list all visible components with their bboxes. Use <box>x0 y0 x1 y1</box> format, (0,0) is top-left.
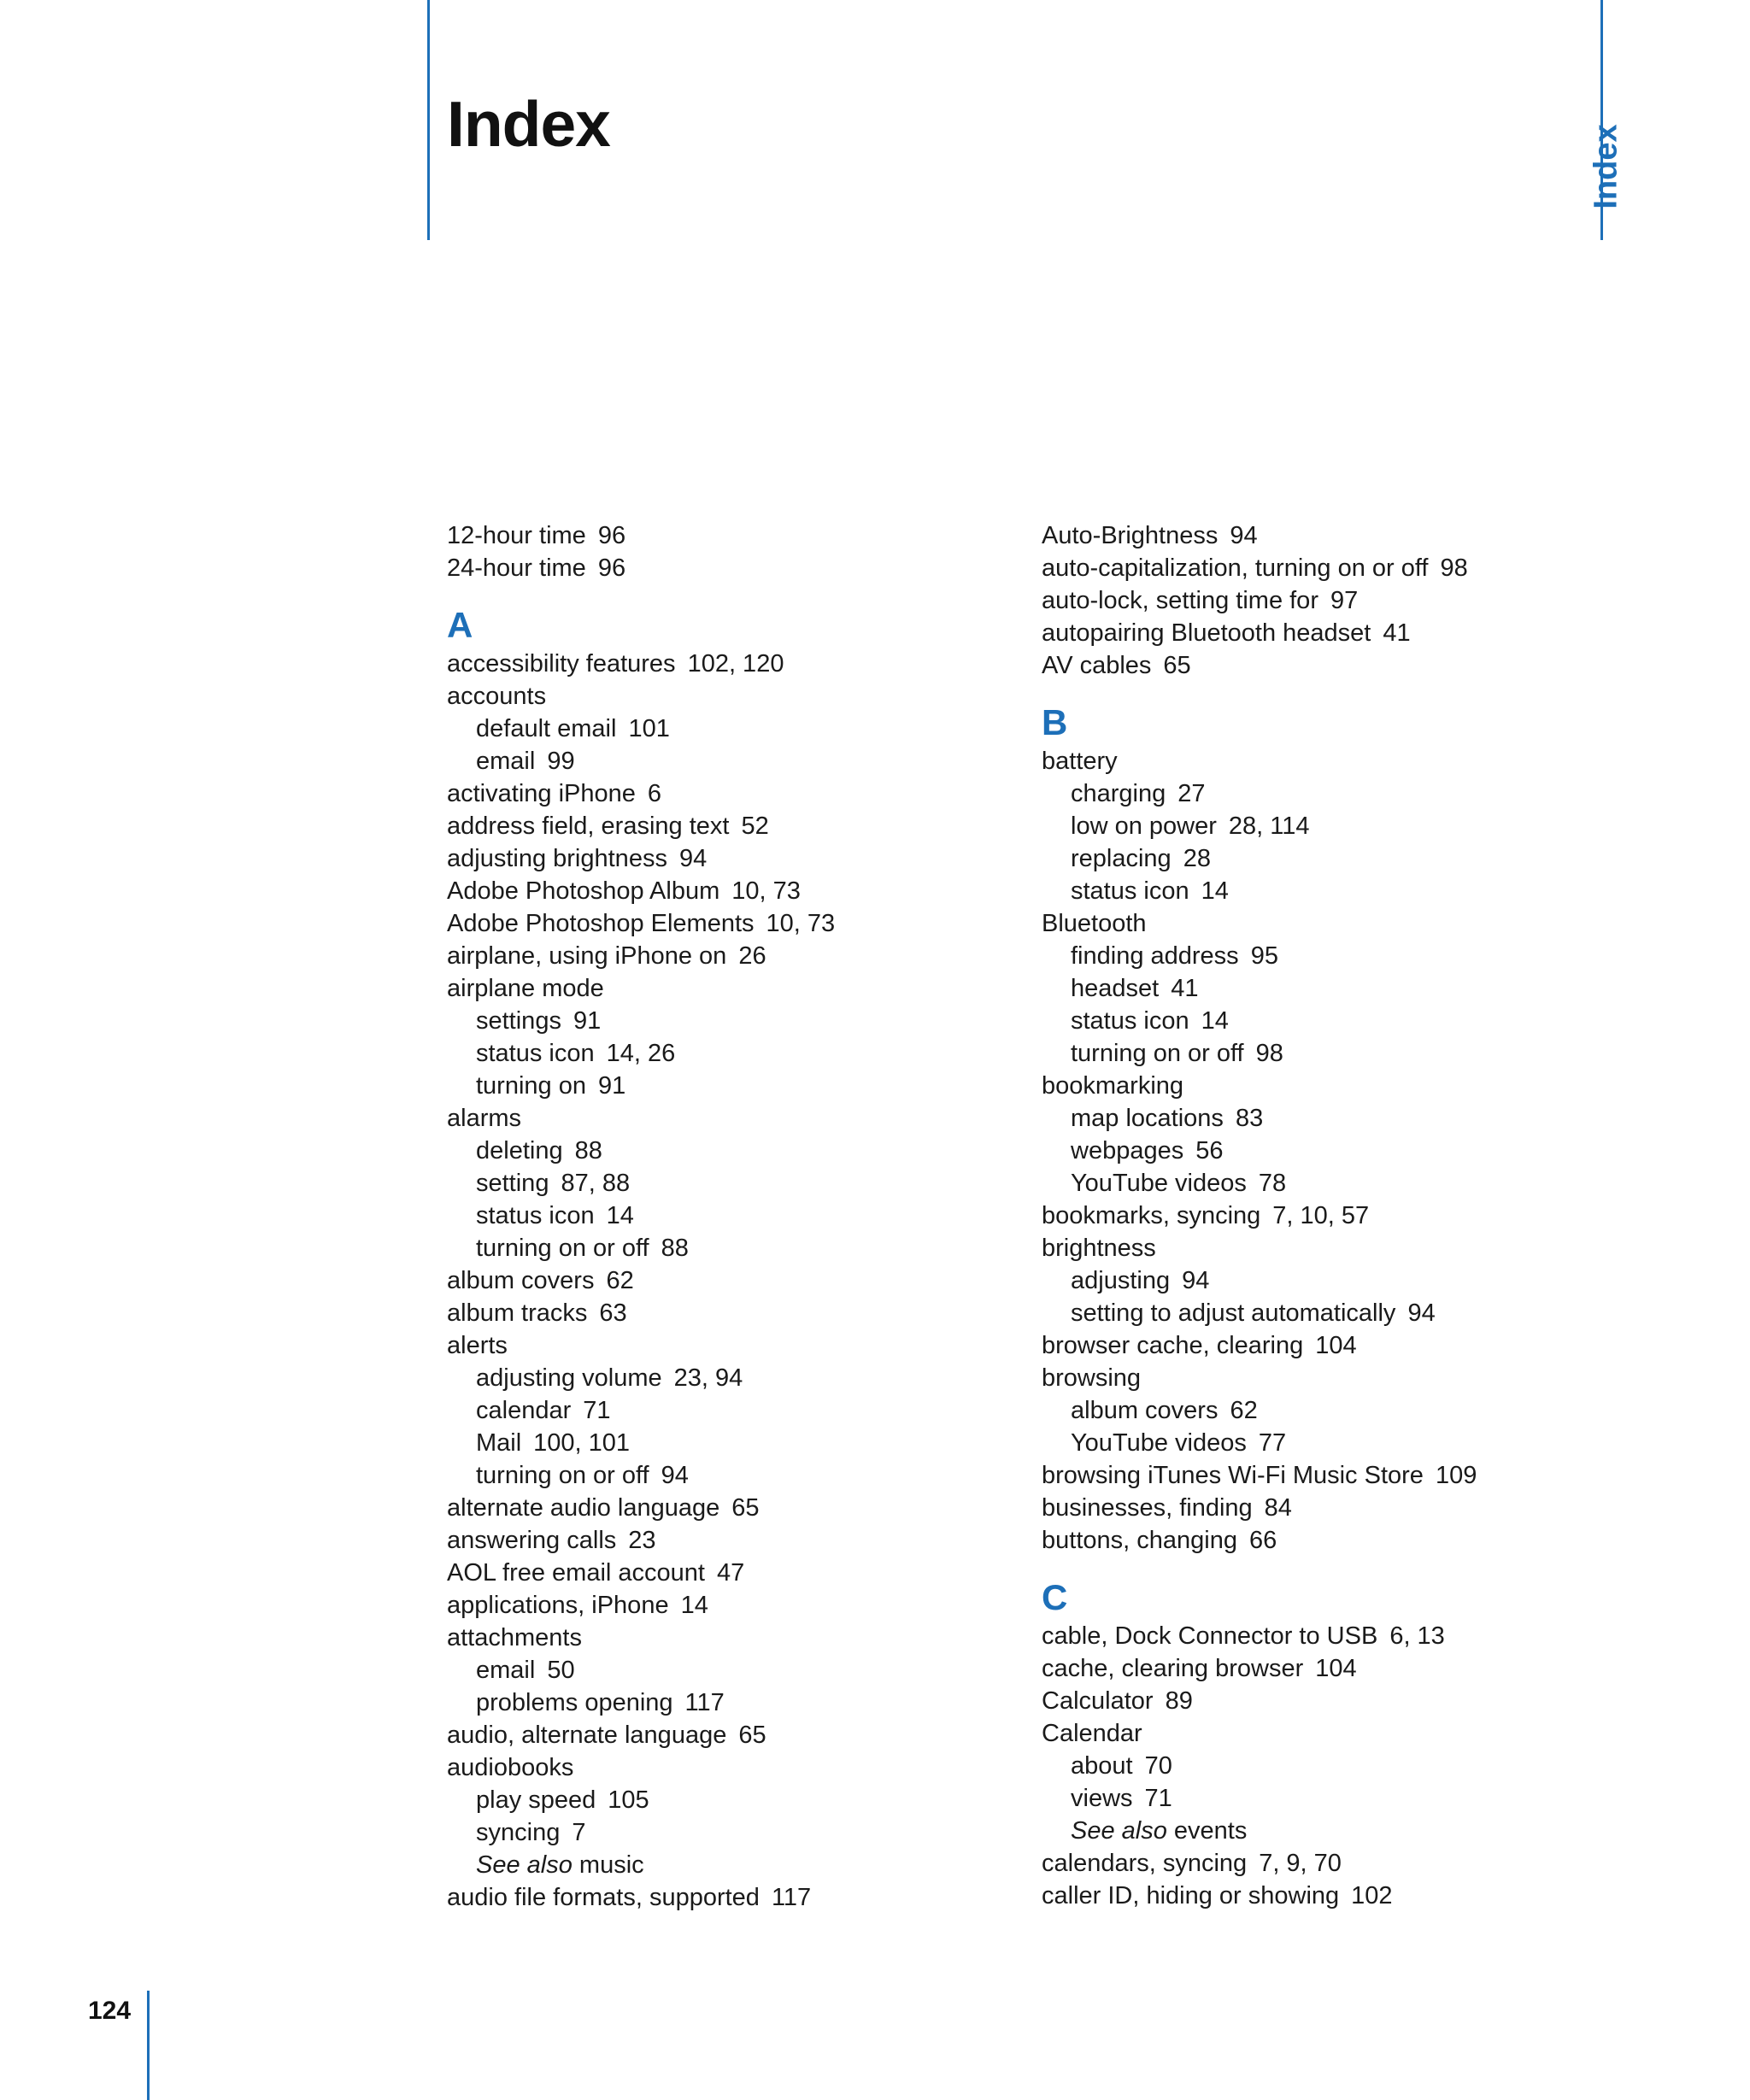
entry-pages: 6, 13 <box>1389 1622 1445 1650</box>
entry-term: browser cache, clearing <box>1042 1332 1304 1359</box>
index-entry <box>447 1492 1011 1524</box>
entry-term: charging <box>1071 780 1166 807</box>
entry-pages: 10, 73 <box>731 877 801 905</box>
entry-term: calendar <box>476 1397 572 1424</box>
entry-term: Bluetooth <box>1042 910 1147 937</box>
entry-term: map locations <box>1071 1105 1224 1132</box>
index-entry <box>447 519 1011 552</box>
entry-pages: 78 <box>1258 1170 1287 1197</box>
entry-pages: 94 <box>678 845 708 872</box>
entry-term: turning on or off <box>476 1462 649 1489</box>
index-entry <box>447 1524 1011 1557</box>
entry-pages: 96 <box>597 522 626 549</box>
entry-pages: 14 <box>1201 1007 1229 1035</box>
entry-pages: 66 <box>1248 1527 1277 1554</box>
entry-term: calendars, syncing <box>1042 1850 1248 1877</box>
index-entry <box>1042 1524 1606 1557</box>
entry-term: low on power <box>1071 812 1217 840</box>
entry-term: Calculator <box>1042 1687 1154 1715</box>
entry-pages: 83 <box>1235 1105 1264 1132</box>
index-entry <box>1042 1492 1606 1524</box>
entry-pages: 62 <box>606 1267 634 1294</box>
entry-pages: 71 <box>583 1397 611 1424</box>
entry-pages: 98 <box>1440 554 1468 582</box>
index-subentry <box>447 1427 1011 1459</box>
index-entry <box>447 875 1011 907</box>
entry-pages: 7, 9, 70 <box>1259 1850 1342 1877</box>
entry-pages: 117 <box>684 1689 725 1716</box>
entry-pages: 56 <box>1195 1137 1224 1164</box>
index-entry <box>447 810 1011 842</box>
index-column-right <box>1042 519 1606 1912</box>
entry-term: browsing <box>1042 1364 1142 1392</box>
entry-pages: 94 <box>661 1462 689 1489</box>
entry-term: airplane mode <box>447 975 604 1002</box>
index-entry <box>447 940 1011 972</box>
index-entry <box>447 1297 1011 1329</box>
entry-pages: 14, 26 <box>606 1040 676 1067</box>
entry-term: accounts <box>447 683 547 710</box>
entry-pages: 28, 114 <box>1228 812 1310 840</box>
entry-term: alerts <box>447 1332 508 1359</box>
index-entry <box>1042 1652 1606 1685</box>
entry-term: caller ID, hiding or showing <box>1042 1882 1340 1909</box>
entry-term: bookmarks, syncing <box>1042 1202 1261 1229</box>
entry-term: headset <box>1071 975 1160 1002</box>
entry-pages: 62 <box>1230 1397 1258 1424</box>
entry-pages: 102 <box>1351 1882 1393 1909</box>
entry-pages: 101 <box>628 715 670 742</box>
entry-term: answering calls <box>447 1527 617 1554</box>
entry-term: businesses, finding <box>1042 1494 1253 1522</box>
entry-pages: 96 <box>597 554 626 582</box>
page-title: Index <box>447 88 610 160</box>
index-entry <box>447 552 1011 584</box>
index-subentry <box>1042 1102 1606 1135</box>
entry-term: turning on or off <box>476 1235 649 1262</box>
see-also-entry <box>1042 1815 1606 1847</box>
index-entry <box>1042 1620 1606 1652</box>
entry-term: Calendar <box>1042 1720 1142 1747</box>
see-also-entry <box>447 1849 1011 1881</box>
index-entry <box>1042 519 1606 552</box>
entry-pages: 94 <box>1230 522 1258 549</box>
index-entry <box>447 907 1011 940</box>
entry-term: AV cables <box>1042 652 1152 679</box>
entry-pages: 14 <box>1201 877 1229 905</box>
entry-pages: 63 <box>599 1299 627 1327</box>
entry-term: setting <box>476 1170 549 1197</box>
index-subentry <box>1042 810 1606 842</box>
entry-pages: 77 <box>1258 1429 1287 1457</box>
entry-pages: 88 <box>574 1137 602 1164</box>
entry-term: album covers <box>1071 1397 1219 1424</box>
index-subentry <box>447 1686 1011 1719</box>
index-subentry <box>447 745 1011 777</box>
index-entry <box>1042 1685 1606 1717</box>
entry-term: YouTube videos <box>1071 1170 1247 1197</box>
index-subentry <box>1042 1782 1606 1815</box>
entry-term: settings <box>476 1007 561 1035</box>
index-subentry <box>447 713 1011 745</box>
entry-term: album tracks <box>447 1299 588 1327</box>
index-entry <box>447 1589 1011 1622</box>
entry-pages: 117 <box>771 1884 812 1911</box>
entry-term: problems opening <box>476 1689 673 1716</box>
index-subentry <box>447 1167 1011 1200</box>
entry-term: autopairing Bluetooth headset <box>1042 619 1371 647</box>
entry-term: attachments <box>447 1624 582 1651</box>
entry-term: airplane, using iPhone on <box>447 942 727 970</box>
index-subentry <box>1042 940 1606 972</box>
index-subentry <box>447 1816 1011 1849</box>
entry-term: applications, iPhone <box>447 1592 669 1619</box>
index-subentry <box>1042 1264 1606 1297</box>
index-entry <box>1042 552 1606 584</box>
index-entry <box>447 842 1011 875</box>
entry-term: default email <box>476 715 617 742</box>
index-entry <box>447 1264 1011 1297</box>
index-entry <box>447 648 1011 680</box>
index-entry <box>447 1329 1011 1362</box>
entry-pages: 100, 101 <box>533 1429 631 1457</box>
entry-pages: 65 <box>731 1494 760 1522</box>
entry-pages: 10, 73 <box>766 910 836 937</box>
index-subentry <box>1042 972 1606 1005</box>
entry-term: status icon <box>476 1040 595 1067</box>
entry-term: AOL free email account <box>447 1559 705 1587</box>
index-entry <box>447 1751 1011 1784</box>
entry-term: bookmarking <box>1042 1072 1184 1100</box>
entry-pages: 84 <box>1264 1494 1292 1522</box>
header-rule-left <box>427 0 430 240</box>
entry-term: 12-hour time <box>447 522 586 549</box>
entry-pages: 104 <box>1315 1332 1357 1359</box>
see-also-label: See also <box>1071 1817 1167 1845</box>
entry-pages: 102, 120 <box>687 650 784 678</box>
entry-term: auto-capitalization, turning on or off <box>1042 554 1429 582</box>
index-subentry <box>1042 1135 1606 1167</box>
entry-pages: 98 <box>1255 1040 1283 1067</box>
index-subentry <box>1042 777 1606 810</box>
index-entry <box>447 1719 1011 1751</box>
entry-pages: 47 <box>716 1559 745 1587</box>
entry-pages: 28 <box>1183 845 1211 872</box>
index-entry <box>447 1881 1011 1914</box>
entry-term: turning on or off <box>1071 1040 1244 1067</box>
index-column-left <box>447 519 1011 1914</box>
index-entry <box>447 680 1011 713</box>
section-letter: A <box>447 605 473 645</box>
entry-term: adjusting volume <box>476 1364 662 1392</box>
entry-pages: 50 <box>547 1657 575 1684</box>
entry-term: about <box>1071 1752 1133 1780</box>
entry-pages: 97 <box>1330 587 1359 614</box>
section-letter: C <box>1042 1577 1068 1617</box>
index-entry <box>1042 1880 1606 1912</box>
entry-pages: 65 <box>1163 652 1191 679</box>
entry-term: 24-hour time <box>447 554 586 582</box>
index-entry <box>1042 907 1606 940</box>
entry-term: browsing iTunes Wi-Fi Music Store <box>1042 1462 1424 1489</box>
entry-pages: 91 <box>573 1007 602 1035</box>
entry-pages: 105 <box>608 1786 649 1814</box>
index-subentry <box>1042 842 1606 875</box>
entry-pages: 87, 88 <box>561 1170 631 1197</box>
index-entry <box>447 1622 1011 1654</box>
entry-term: syncing <box>476 1819 561 1846</box>
entry-pages: 94 <box>1407 1299 1436 1327</box>
index-entry <box>447 1102 1011 1135</box>
index-subentry <box>447 1135 1011 1167</box>
entry-term: adjusting <box>1071 1267 1171 1294</box>
entry-term: auto-lock, setting time for <box>1042 587 1318 614</box>
index-entry <box>1042 1459 1606 1492</box>
index-entry <box>1042 1329 1606 1362</box>
entry-term: address field, erasing text <box>447 812 730 840</box>
index-subentry <box>447 1362 1011 1394</box>
entry-pages: 99 <box>547 748 575 775</box>
entry-term: webpages <box>1071 1137 1184 1164</box>
entry-term: Adobe Photoshop Album <box>447 877 720 905</box>
index-entry <box>1042 649 1606 682</box>
index-entry <box>1042 1717 1606 1750</box>
index-subentry <box>1042 875 1606 907</box>
entry-pages: 26 <box>738 942 766 970</box>
index-entry <box>1042 1070 1606 1102</box>
entry-pages: 6 <box>647 780 662 807</box>
entry-pages: 41 <box>1383 619 1411 647</box>
entry-pages: 104 <box>1315 1655 1357 1682</box>
entry-term: Auto-Brightness <box>1042 522 1219 549</box>
entry-term: alternate audio language <box>447 1494 720 1522</box>
entry-term: views <box>1071 1785 1133 1812</box>
entry-term: email <box>476 1657 536 1684</box>
entry-pages: 14 <box>680 1592 708 1619</box>
entry-pages: 52 <box>741 812 769 840</box>
see-also-target: music <box>578 1851 644 1879</box>
entry-pages: 7, 10, 57 <box>1272 1202 1370 1229</box>
entry-pages: 41 <box>1171 975 1199 1002</box>
entry-term: audiobooks <box>447 1754 574 1781</box>
footer-rule <box>147 1991 150 2100</box>
entry-term: finding address <box>1071 942 1239 970</box>
entry-pages: 14 <box>606 1202 634 1229</box>
index-entry <box>447 972 1011 1005</box>
entry-term: Mail <box>476 1429 522 1457</box>
entry-term: replacing <box>1071 845 1172 872</box>
index-subentry <box>447 1784 1011 1816</box>
entry-term: alarms <box>447 1105 522 1132</box>
entry-term: audio file formats, supported <box>447 1884 760 1911</box>
entry-term: audio, alternate language <box>447 1722 727 1749</box>
entry-term: cache, clearing browser <box>1042 1655 1304 1682</box>
entry-pages: 23, 94 <box>673 1364 743 1392</box>
entry-term: YouTube videos <box>1071 1429 1247 1457</box>
index-subentry <box>447 1394 1011 1427</box>
entry-term: status icon <box>1071 877 1189 905</box>
entry-term: album covers <box>447 1267 595 1294</box>
entry-pages: 95 <box>1250 942 1278 970</box>
entry-pages: 109 <box>1435 1462 1477 1489</box>
index-subentry <box>447 1459 1011 1492</box>
index-subentry <box>447 1654 1011 1686</box>
index-subentry <box>1042 1394 1606 1427</box>
index-entry <box>1042 617 1606 649</box>
entry-pages: 89 <box>1165 1687 1193 1715</box>
index-entry <box>447 777 1011 810</box>
entry-pages: 23 <box>628 1527 656 1554</box>
index-entry <box>447 1557 1011 1589</box>
entry-pages: 7 <box>572 1819 586 1846</box>
entry-term: setting to adjust automatically <box>1071 1299 1396 1327</box>
entry-term: battery <box>1042 748 1118 775</box>
index-entry <box>1042 745 1606 777</box>
index-subentry <box>1042 1167 1606 1200</box>
index-entry <box>1042 1200 1606 1232</box>
entry-pages: 94 <box>1182 1267 1210 1294</box>
entry-term: deleting <box>476 1137 563 1164</box>
entry-term: activating iPhone <box>447 780 636 807</box>
entry-pages: 65 <box>738 1722 766 1749</box>
index-entry <box>1042 584 1606 617</box>
entry-pages: 27 <box>1177 780 1206 807</box>
entry-pages: 71 <box>1144 1785 1172 1812</box>
entry-term: adjusting brightness <box>447 845 667 872</box>
index-subentry <box>447 1070 1011 1102</box>
entry-term: play speed <box>476 1786 596 1814</box>
entry-term: brightness <box>1042 1235 1156 1262</box>
side-tab-label: Index <box>1588 124 1624 209</box>
section-letter: B <box>1042 702 1068 742</box>
entry-term: buttons, changing <box>1042 1527 1237 1554</box>
index-subentry <box>1042 1037 1606 1070</box>
entry-term: turning on <box>476 1072 586 1100</box>
index-entry <box>1042 1232 1606 1264</box>
index-subentry <box>1042 1427 1606 1459</box>
entry-pages: 70 <box>1144 1752 1172 1780</box>
entry-term: accessibility features <box>447 650 676 678</box>
see-also-label: See also <box>476 1851 573 1879</box>
see-also-target: events <box>1173 1817 1248 1845</box>
entry-term: status icon <box>476 1202 595 1229</box>
index-subentry <box>447 1037 1011 1070</box>
entry-term: cable, Dock Connector to USB <box>1042 1622 1378 1650</box>
entry-term: email <box>476 748 536 775</box>
entry-pages: 91 <box>598 1072 626 1100</box>
index-entry <box>1042 1847 1606 1880</box>
entry-term: Adobe Photoshop Elements <box>447 910 755 937</box>
index-subentry <box>1042 1297 1606 1329</box>
index-subentry <box>1042 1750 1606 1782</box>
index-subentry <box>447 1005 1011 1037</box>
entry-term: status icon <box>1071 1007 1189 1035</box>
index-subentry <box>1042 1005 1606 1037</box>
entry-pages: 88 <box>661 1235 689 1262</box>
index-subentry <box>447 1200 1011 1232</box>
index-entry <box>1042 1362 1606 1394</box>
index-subentry <box>447 1232 1011 1264</box>
page-number: 124 <box>88 1997 132 2025</box>
